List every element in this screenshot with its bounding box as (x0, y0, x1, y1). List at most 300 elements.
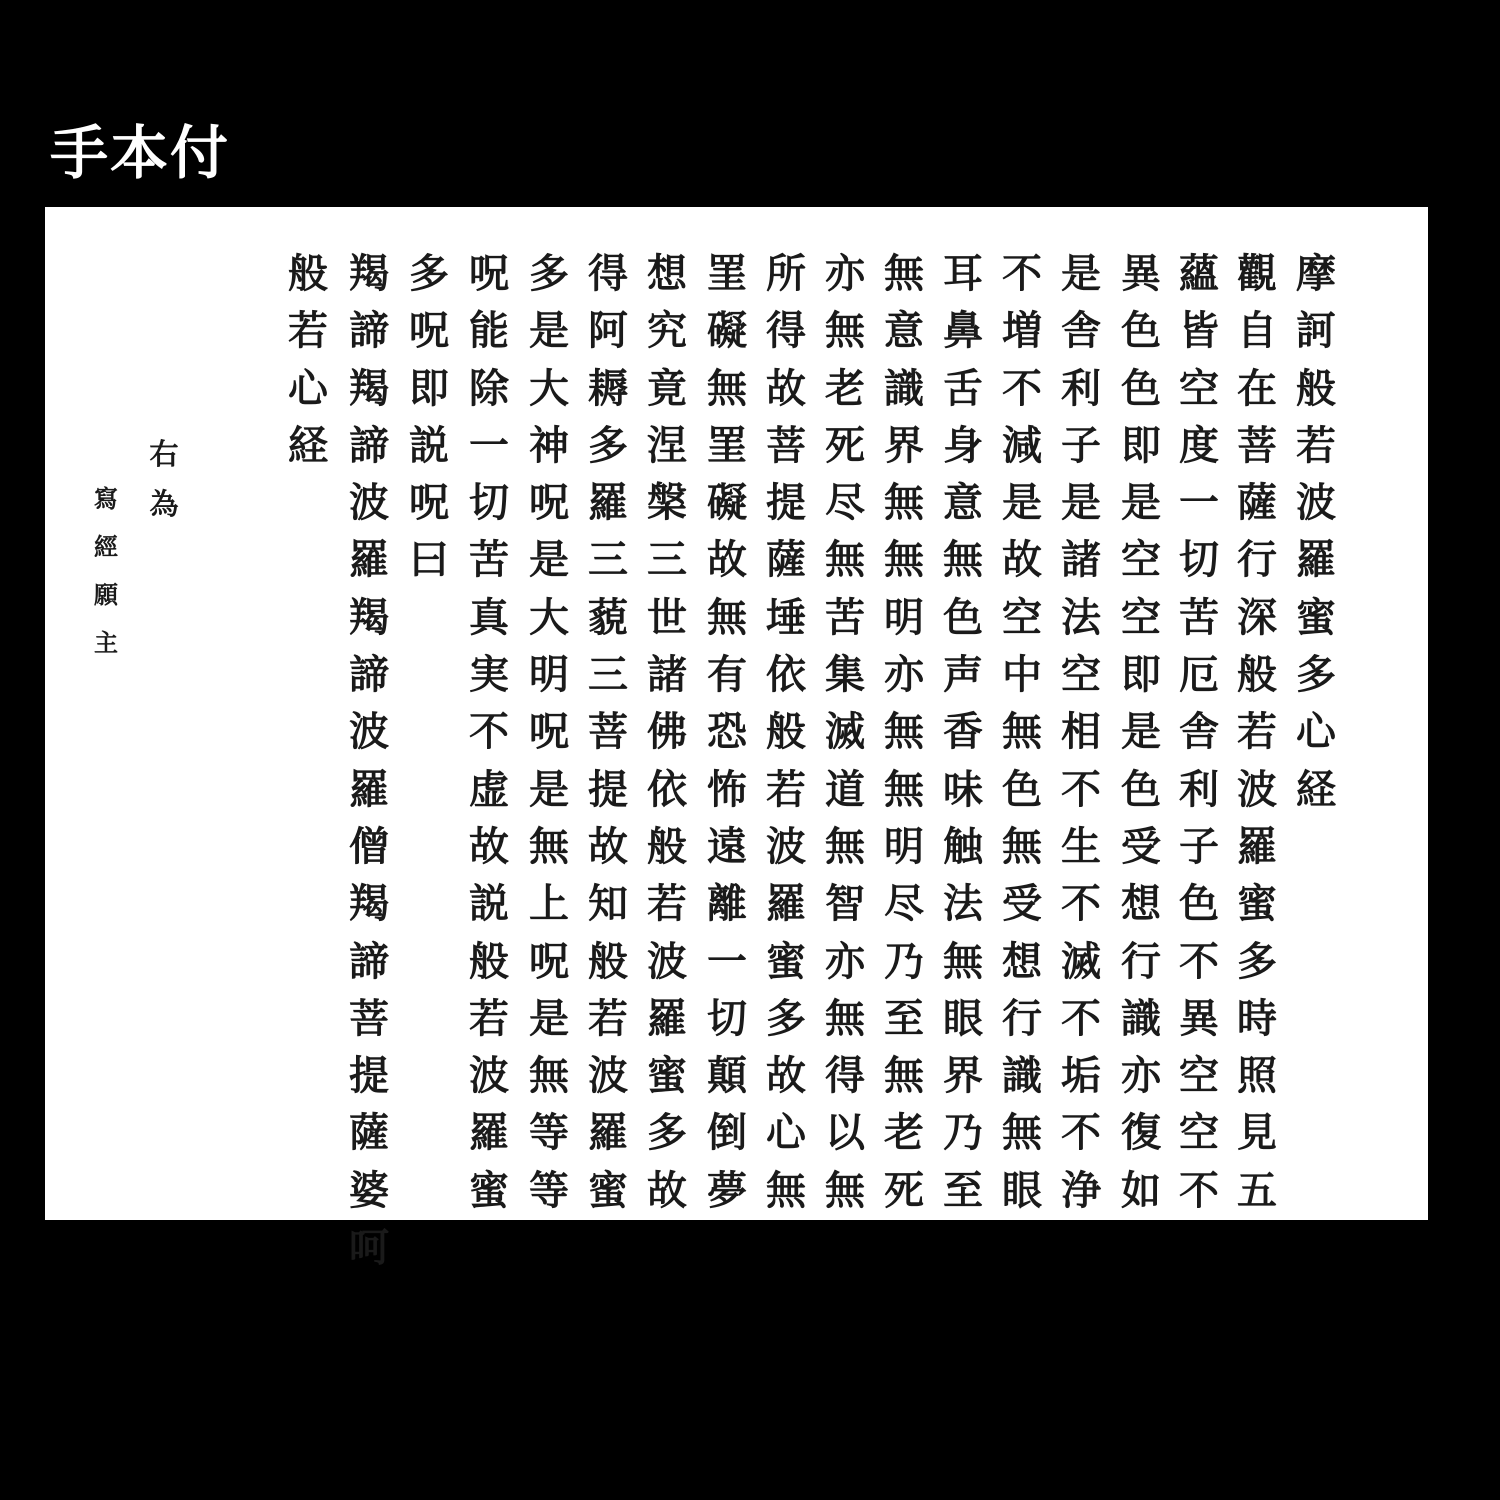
sutra-char: 顛 (707, 1052, 747, 1100)
sutra-char: 乃 (884, 937, 924, 985)
sutra-char: 心 (766, 1109, 806, 1157)
sutra-char: 不 (1061, 880, 1101, 928)
sutra-segment (343, 703, 395, 989)
sutra-char: 死 (884, 1166, 924, 1214)
sutra-char: 老 (825, 364, 865, 412)
sutra-char: 呪 (469, 250, 509, 297)
sutra-char: 空 (1179, 1109, 1219, 1157)
sutra-char: 減 (1002, 421, 1042, 469)
sutra-char: 般 (1296, 364, 1336, 412)
sutra-char: 不 (1179, 937, 1219, 985)
sutra-char: 色 (1121, 765, 1161, 813)
sutra-char: 子 (1179, 822, 1219, 870)
sutra-char: 是 (1121, 479, 1161, 527)
sutra-char: 能 (469, 307, 509, 355)
sutra-char: 究 (647, 307, 687, 355)
sutra-char: 識 (1002, 1052, 1042, 1100)
sutra-char: 亦 (825, 937, 865, 985)
sutra-char: 鼻 (943, 307, 983, 355)
sutra-char: 無 (825, 536, 865, 584)
sutra-char: 無 (825, 1166, 865, 1214)
sutra-char: 波 (1296, 479, 1336, 527)
sutra-char: 若 (1296, 421, 1336, 469)
sutra-char: 法 (1061, 593, 1101, 641)
sutra-char: 即 (1121, 651, 1161, 699)
sutra-char: 若 (469, 994, 509, 1042)
sutra-char: 触 (943, 822, 983, 870)
sutra-char: 意 (884, 307, 924, 355)
sutra-char: 在 (1237, 364, 1277, 412)
sutra-char: 多 (647, 1109, 687, 1157)
sutra-char: 空 (1121, 536, 1161, 584)
sutra-char: 蜜 (588, 1166, 628, 1214)
sutra-char: 羅 (588, 1109, 628, 1157)
sutra-char: 法 (943, 880, 983, 928)
sutra-char: 利 (1061, 364, 1101, 412)
sutra-char: 相 (1061, 708, 1101, 756)
dedication-line (146, 429, 182, 529)
sutra-char: 垢 (1061, 1052, 1101, 1100)
sutra-char: 是 (529, 536, 569, 584)
sutra-char: 羅 (1296, 536, 1336, 584)
sutra-segment (523, 245, 575, 1219)
sutra-char: 不 (1179, 1166, 1219, 1214)
sutra-char: 羯 (349, 593, 389, 641)
sutra-char: 無 (884, 536, 924, 584)
sutra-char: 異 (1179, 994, 1219, 1042)
sutra-segment (760, 245, 812, 1219)
page-title: 手本付 (50, 119, 231, 187)
sutra-char: 浄 (1061, 1166, 1101, 1214)
sutra-char: 願 (94, 580, 118, 609)
sutra-char: 蜜 (1237, 880, 1277, 928)
sutra-char: 味 (943, 765, 983, 813)
sutra-char: 世 (647, 593, 687, 641)
sutra-char: 依 (766, 651, 806, 699)
sutra-char: 般 (1237, 651, 1277, 699)
sutra-char: 羅 (349, 765, 389, 813)
sutra-char: 般 (766, 708, 806, 756)
sutra-char: 羅 (1237, 822, 1277, 870)
sutra-char: 空 (1002, 593, 1042, 641)
sutra-char: 身 (943, 421, 983, 469)
sutra-char: 諦 (349, 421, 389, 469)
sutra-char: 蜜 (766, 937, 806, 985)
sutra-char: 一 (1179, 479, 1219, 527)
sutra-char: 舎 (1179, 708, 1219, 756)
sutra-char: 多 (588, 421, 628, 469)
sutra-char: 諦 (349, 651, 389, 699)
sutra-char: 不 (1061, 994, 1101, 1042)
sutra-char: 界 (943, 1052, 983, 1100)
sutra-char: 経 (1296, 765, 1336, 813)
sutra-char: 是 (529, 307, 569, 355)
sutra-char: 行 (1237, 536, 1277, 584)
sutra-segment (1115, 245, 1167, 1219)
sutra-char: 尽 (884, 880, 924, 928)
sutra-char: 舌 (943, 364, 983, 412)
sutra-char: 僧 (349, 822, 389, 870)
sutra-char: 菩 (1237, 421, 1277, 469)
sutra-char: 説 (469, 880, 509, 928)
sutra-char: 波 (1237, 765, 1277, 813)
sutra-char: 無 (884, 1052, 924, 1100)
sutra-char: 想 (1002, 937, 1042, 985)
sutra-char: 般 (469, 937, 509, 985)
sutra-char: 波 (647, 937, 687, 985)
sutra-char: 主 (94, 628, 118, 657)
sutra-char: 声 (943, 651, 983, 699)
sutra-char: 故 (766, 1052, 806, 1100)
sutra-char: 經 (94, 532, 118, 561)
sutra-char: 界 (884, 421, 924, 469)
sutra-char: 波 (349, 708, 389, 756)
sutra-char: 觀 (1237, 250, 1277, 297)
sutra-char: 蘊 (1179, 250, 1219, 297)
sutra-char: 行 (1002, 994, 1042, 1042)
sutra-char: 羯 (349, 364, 389, 412)
sutra-char: 中 (1002, 651, 1042, 699)
sutra-char: 涅 (647, 421, 687, 469)
sutra-char: 子 (1061, 421, 1101, 469)
sutra-char: 亦 (884, 651, 924, 699)
sutra-char: 亦 (825, 250, 865, 297)
sutra-char: 為 (149, 487, 179, 521)
sutra-char: 埵 (766, 593, 806, 641)
sutra-char: 多 (409, 250, 449, 297)
sutra-char: 識 (884, 364, 924, 412)
sutra-char: 異 (1121, 250, 1161, 297)
sutra-char: 復 (1121, 1109, 1161, 1157)
sutra-char: 是 (529, 994, 569, 1042)
sutra-char: 般 (588, 937, 628, 985)
sutra-char: 三 (588, 536, 628, 584)
sutra-char: 多 (529, 250, 569, 297)
sutra-char: 苦 (1179, 593, 1219, 641)
sutra-segment (996, 245, 1048, 1219)
sutra-char: 無 (529, 822, 569, 870)
sutra-char: 依 (647, 765, 687, 813)
sutra-char: 羅 (469, 1109, 509, 1157)
sutra-char: 提 (588, 765, 628, 813)
sutra-char: 大 (529, 593, 569, 641)
sutra-char: 除 (469, 364, 509, 412)
sutra-char: 色 (1179, 880, 1219, 928)
sutra-char: 等 (529, 1166, 569, 1214)
sutra-char: 無 (884, 765, 924, 813)
sutra-char: 意 (943, 479, 983, 527)
sutra-char: 見 (1237, 1109, 1277, 1157)
sutra-char: 婆 (349, 1166, 389, 1214)
sutra-char: 如 (1121, 1166, 1161, 1214)
sutra-char: 波 (469, 1052, 509, 1100)
sutra-char: 滅 (1061, 937, 1101, 985)
sutra-segment (463, 245, 515, 1219)
sutra-char: 老 (884, 1109, 924, 1157)
sutra-char: 知 (588, 880, 628, 928)
sutra-char: 厄 (1179, 651, 1219, 699)
sutra-char: 即 (1121, 421, 1161, 469)
sutra-char: 得 (825, 1052, 865, 1100)
sutra-char: 曰 (409, 536, 449, 584)
sutra-char: 多 (1296, 651, 1336, 699)
sutra-segment (1231, 245, 1283, 1219)
sutra-char: 離 (707, 880, 747, 928)
sutra-char: 明 (884, 593, 924, 641)
sutra-char: 礙 (707, 307, 747, 355)
sutra-char: 呪 (529, 479, 569, 527)
sutra-char: 呵 (349, 1224, 389, 1272)
sutra-char: 耳 (943, 250, 983, 297)
sutra-char: 波 (588, 1052, 628, 1100)
sutra-char: 至 (884, 994, 924, 1042)
sutra-char: 経 (288, 421, 328, 469)
sutra-char: 恐 (707, 708, 747, 756)
sutra-char: 故 (1002, 536, 1042, 584)
sutra-char: 行 (1121, 937, 1161, 985)
sutra-char: 苦 (825, 593, 865, 641)
sutra-char: 生 (1061, 822, 1101, 870)
sutra-char: 是 (1121, 708, 1161, 756)
sutra-char: 呪 (409, 307, 449, 355)
sutra-char: 得 (588, 250, 628, 297)
sutra-char: 空 (1179, 364, 1219, 412)
sutra-char: 若 (588, 994, 628, 1042)
sutra-char: 無 (707, 593, 747, 641)
sutra-char: 羅 (349, 536, 389, 584)
sutra-char: 蜜 (469, 1166, 509, 1214)
sutra-char: 故 (647, 1166, 687, 1214)
sutra-char: 摩 (1296, 250, 1336, 297)
sutra-char: 皆 (1179, 307, 1219, 355)
sutra-char: 無 (943, 536, 983, 584)
sutra-char: 度 (1179, 421, 1219, 469)
sutra-char: 虚 (469, 765, 509, 813)
sutra-char: 説 (409, 421, 449, 469)
sutra-char: 若 (647, 880, 687, 928)
sutra-char: 得 (766, 307, 806, 355)
sutra-char: 羯 (349, 250, 389, 297)
sutra-char: 切 (1179, 536, 1219, 584)
sutra-char: 薩 (766, 536, 806, 584)
sutra-char: 不 (1061, 765, 1101, 813)
sutra-char: 亦 (1121, 1052, 1161, 1100)
sutra-char: 藐 (588, 593, 628, 641)
sutra-char: 増 (1002, 307, 1042, 355)
sutra-char: 乃 (943, 1109, 983, 1157)
sutra-char: 呪 (529, 708, 569, 756)
sutra-char: 礙 (707, 479, 747, 527)
sutra-char: 切 (469, 479, 509, 527)
sutra-char: 不 (469, 708, 509, 756)
sutra-char: 受 (1121, 822, 1161, 870)
sutra-char: 呪 (409, 479, 449, 527)
sutra-char: 無 (1002, 822, 1042, 870)
sutra-sheet (45, 207, 1428, 1272)
sutra-char: 心 (1296, 708, 1336, 756)
sutra-segment (403, 245, 455, 589)
sutra-char: 呪 (529, 937, 569, 985)
sutra-char: 心 (288, 364, 328, 412)
sutra-char: 怖 (707, 765, 747, 813)
sutra-char: 色 (1121, 364, 1161, 412)
sutra-char: 菩 (766, 421, 806, 469)
copyist-line (90, 475, 122, 667)
sutra-char: 羅 (647, 994, 687, 1042)
sutra-char: 遠 (707, 822, 747, 870)
sutra-char: 識 (1121, 994, 1161, 1042)
sutra-char: 利 (1179, 765, 1219, 813)
sutra-char: 尽 (825, 479, 865, 527)
sutra-char: 無 (825, 822, 865, 870)
sutra-segment (819, 245, 871, 1219)
sutra-char: 多 (1237, 937, 1277, 985)
sutra-char: 三 (588, 651, 628, 699)
sutra-char: 不 (1002, 250, 1042, 297)
sutra-char: 実 (469, 651, 509, 699)
sutra-char: 故 (766, 364, 806, 412)
sutra-char: 無 (529, 1052, 569, 1100)
sutra-char: 寫 (94, 484, 118, 513)
sutra-char: 照 (1237, 1052, 1277, 1100)
sutra-char: 槃 (647, 479, 687, 527)
sutra-char: 集 (825, 651, 865, 699)
sutra-char: 故 (469, 822, 509, 870)
sutra-char: 羯 (349, 880, 389, 928)
sutra-char: 自 (1237, 307, 1277, 355)
sutra-segment (1173, 245, 1225, 1219)
sutra-segment (1055, 245, 1107, 1219)
sutra-char: 智 (825, 880, 865, 928)
sutra-char: 有 (707, 651, 747, 699)
sutra-char: 神 (529, 421, 569, 469)
sutra-char: 無 (825, 307, 865, 355)
sutra-char: 諦 (349, 937, 389, 985)
sutra-segment (878, 245, 930, 1219)
sutra-segment (343, 990, 395, 1276)
sutra-char: 三 (647, 536, 687, 584)
sutra-char: 切 (707, 994, 747, 1042)
sutra-char: 若 (288, 307, 328, 355)
sutra-char: 五 (1237, 1166, 1277, 1214)
sutra-char: 無 (1002, 1109, 1042, 1157)
sutra-char: 明 (529, 651, 569, 699)
sutra-char: 羅 (766, 880, 806, 928)
sutra-char: 眼 (1002, 1166, 1042, 1214)
sutra-char: 提 (766, 479, 806, 527)
sutra-char: 羅 (588, 479, 628, 527)
sutra-segment (1290, 245, 1342, 818)
sutra-char: 舎 (1061, 307, 1101, 355)
sutra-char: 以 (825, 1109, 865, 1157)
sutra-char: 明 (884, 822, 924, 870)
sutra-char: 想 (1121, 880, 1161, 928)
sutra-segment (282, 245, 334, 474)
sutra-char: 諸 (1061, 536, 1101, 584)
sutra-char: 菩 (588, 708, 628, 756)
sutra-char: 波 (349, 479, 389, 527)
sutra-char: 無 (884, 250, 924, 297)
sutra-char: 色 (1002, 765, 1042, 813)
sutra-char: 死 (825, 421, 865, 469)
sutra-char: 夢 (707, 1166, 747, 1214)
sutra-char: 色 (1121, 307, 1161, 355)
sutra-char: 所 (766, 250, 806, 297)
sutra-char: 訶 (1296, 307, 1336, 355)
sutra-char: 是 (1061, 250, 1101, 297)
sutra-char: 多 (766, 994, 806, 1042)
sutra-segment (641, 245, 693, 1219)
sutra-char: 不 (1002, 364, 1042, 412)
sutra-char: 空 (1121, 593, 1161, 641)
sutra-char: 香 (943, 708, 983, 756)
sutra-char: 一 (707, 937, 747, 985)
sutra-char: 倒 (707, 1109, 747, 1157)
sutra-char: 時 (1237, 994, 1277, 1042)
sutra-char: 無 (825, 994, 865, 1042)
sutra-char: 罣 (707, 421, 747, 469)
sutra-char: 諸 (647, 651, 687, 699)
sutra-char: 眼 (943, 994, 983, 1042)
sutra-char: 滅 (825, 708, 865, 756)
sutra-char: 無 (1002, 708, 1042, 756)
sutra-char: 阿 (588, 307, 628, 355)
sutra-char: 罣 (707, 250, 747, 297)
sutra-char: 右 (149, 437, 179, 471)
sutra-char: 深 (1237, 593, 1277, 641)
sutra-char: 至 (943, 1166, 983, 1214)
sutra-char: 薩 (1237, 479, 1277, 527)
sutra-char: 空 (1061, 651, 1101, 699)
sutra-char: 無 (766, 1166, 806, 1214)
sutra-segment (582, 245, 634, 1219)
sutra-char: 波 (766, 822, 806, 870)
sutra-char: 般 (647, 822, 687, 870)
sutra-char: 若 (766, 765, 806, 813)
sutra-char: 無 (884, 708, 924, 756)
sutra-char: 若 (1237, 708, 1277, 756)
sutra-char: 佛 (647, 708, 687, 756)
sutra-char: 想 (647, 250, 687, 297)
sutra-char: 耨 (588, 364, 628, 412)
sutra-char: 無 (943, 937, 983, 985)
sutra-char: 苦 (469, 536, 509, 584)
sutra-char: 即 (409, 364, 449, 412)
sutra-char: 真 (469, 593, 509, 641)
sutra-char: 無 (884, 479, 924, 527)
sutra-segment (701, 245, 753, 1219)
sutra-char: 受 (1002, 880, 1042, 928)
sutra-char: 蜜 (647, 1052, 687, 1100)
sutra-char: 是 (1002, 479, 1042, 527)
sutra-segment (937, 245, 989, 1219)
sutra-char: 上 (529, 880, 569, 928)
sutra-char: 是 (1061, 479, 1101, 527)
sutra-char: 提 (349, 1052, 389, 1100)
sutra-char: 等 (529, 1109, 569, 1157)
sutra-char: 一 (469, 421, 509, 469)
sutra-char: 空 (1179, 1052, 1219, 1100)
sutra-char: 竟 (647, 364, 687, 412)
sutra-char: 薩 (349, 1109, 389, 1157)
sutra-char: 菩 (349, 994, 389, 1042)
sutra-char: 不 (1061, 1109, 1101, 1157)
sutra-char: 無 (707, 364, 747, 412)
sutra-char: 是 (529, 765, 569, 813)
sutra-char: 色 (943, 593, 983, 641)
sutra-char: 蜜 (1296, 593, 1336, 641)
sutra-char: 大 (529, 364, 569, 412)
